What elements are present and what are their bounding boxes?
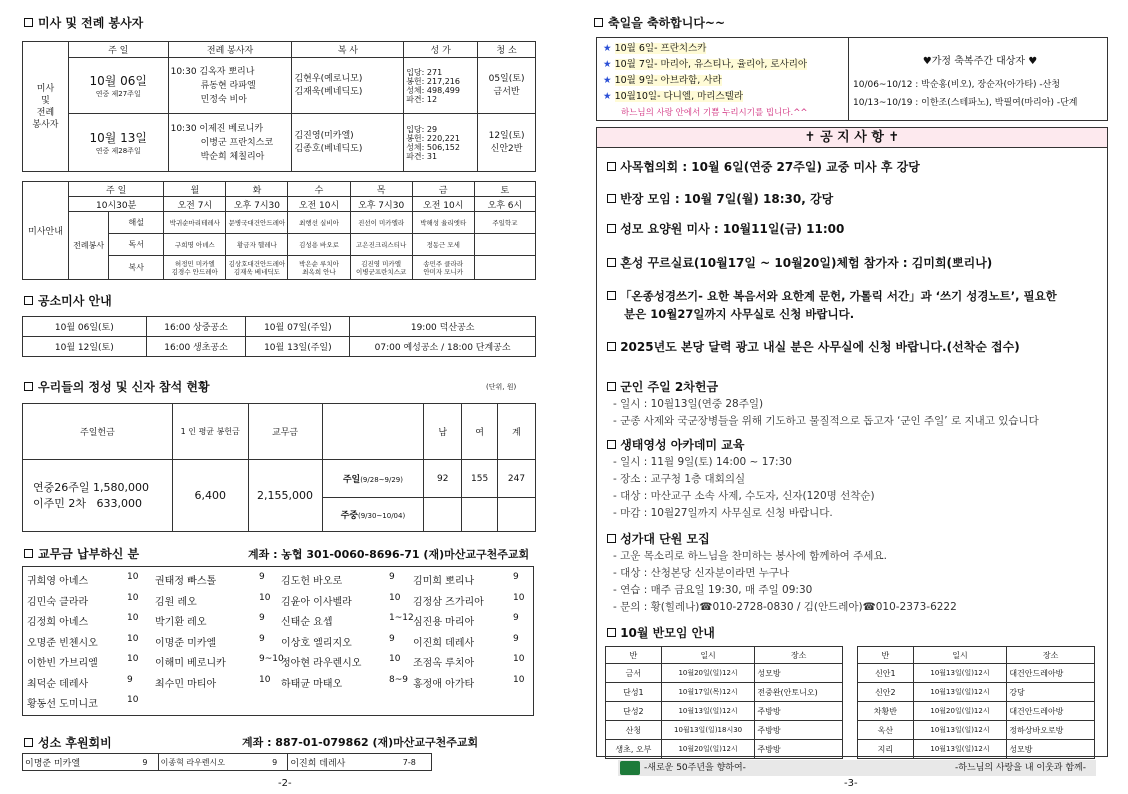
mass-schedule-table: 미사안내 주 일 월 화 수 목 금 토 10시30분 오전 7시 오후 7시30 오전 10시 오후 7시30 오전 10시 오후 6시 전례봉사 해설 박귀순마리테레사 문병국대건안드레아 최행선 실비아 진선이 미카엘라 박해성 율리엣타 주일학교 독서 구희명 아녜스 황금자 헬레나 김성용 바오로 고은진크리스티나 정동근 모세 복사 허정민 미카엘 김경수 안드레아 김상호대건안드레아 김재욱 베네딕도 박은순 루치아 최옥희 안나 김진영 미카엘 이병군프란치스코 송민주 클라라 안미자 모니카: [22, 181, 536, 280]
donor-name: 최덕순 데레사: [27, 678, 89, 690]
ban-cell: 산청: [606, 721, 662, 740]
checkbox-icon: [24, 738, 33, 747]
mass-row: 10월 13일 연중 제28주일 10:30 이제진 베로니카 이병군 프란치스코 박순희 체칠리아 김진영(미카엘) 김종호(베네딕도) 입당: 29 봉헌: 220,221 성체: 506,152 파견: 31 12일(토) 신안2반: [23, 114, 536, 172]
donor-name: 귀희영 아녜스: [27, 576, 89, 587]
notice-item: 성모 요양원 미사 : 10월11일(금) 11:00: [607, 220, 844, 237]
donor-name: 이진희 데레사: [413, 637, 475, 649]
right-page: [592, 0, 1110, 794]
donor-name: 이한빈 가브리엘: [27, 658, 98, 669]
star-icon: ★: [603, 59, 612, 70]
ban-cell: 생초, 오부: [606, 740, 662, 759]
ban-row: [858, 721, 1095, 740]
donor-months: 10: [513, 654, 525, 664]
army-title: 군인 주일 2차헌금: [607, 378, 718, 395]
family-item: 10/13~10/19 : 이한조(스테파노), 박필여(마리아) -단계: [853, 98, 1078, 108]
checkbox-icon: [24, 382, 33, 391]
donor-months: 9: [513, 572, 519, 582]
section-title-seongso: 성소 후원회비: [24, 734, 112, 751]
donor-months: 10: [513, 674, 525, 685]
donor-name: 오명준 빈첸시오: [27, 637, 98, 649]
donor-name: 김미희 뽀리나: [413, 576, 475, 587]
donor-months: 1~12: [389, 613, 414, 623]
ban-row: [858, 740, 1095, 759]
donor-name: 김원 레오: [155, 596, 197, 608]
ban-cell: 옥산: [858, 721, 914, 740]
logo-icon: [620, 761, 640, 775]
ban-row: [606, 721, 843, 740]
seongso-table: 이명준 미카엘 9 이종혁 라우렌시오 9 이진희 데레사 7-8: [22, 753, 432, 771]
feast-item: ★ 10월10일- 다니엘, 마리스텔라: [603, 91, 743, 102]
ban-cell: 주방방: [755, 702, 843, 721]
donor-months: 10: [127, 592, 139, 603]
ban-cell: 대건안드레아방: [1007, 702, 1095, 721]
ban-cell: 대건안드레아방: [1007, 664, 1095, 683]
notice-item: 2025년도 본당 달력 광고 내실 분은 사무실에 신청 바랍니다.(선착순 접수): [607, 338, 1020, 355]
donor-name: 이상호 엘리지오: [281, 637, 352, 649]
head-cell: 전례 봉사자: [168, 42, 292, 58]
donor-months: 10: [127, 695, 139, 705]
notice-item: 「온종성경쓰기- 요한 복음서와 요한계 문헌, 가톨릭 서간」과 ‘쓰기 성경노트’, 필요한: [607, 288, 1057, 304]
donor-name: 김민숙 클라라: [27, 596, 89, 608]
star-icon: ★: [603, 43, 612, 54]
checkbox-icon: [607, 440, 616, 449]
unit-label: (단위, 원): [486, 383, 517, 391]
ban-table-right: 반 일시 장소 신안1 10월13일(일)12시 대건안드레아방 신안2 10월13일(일)12시 강당 차황반 10월20일(일)12시 대건안드레아방 옥산 10월13일(일)12시 정하상바오로방 지리 10월13일(일)12시 성모방: [857, 646, 1095, 759]
donor-name: 하태균 마태오: [281, 678, 343, 690]
ban-cell: 주방방: [755, 740, 843, 759]
donor-months: 9: [513, 633, 519, 644]
family-title: ♥가정 축복주간 대상자 ♥: [922, 56, 1038, 67]
ban-cell: 단성1: [606, 683, 662, 702]
checkbox-icon: [24, 296, 33, 305]
donor-name: 이명준 미카엘: [155, 637, 217, 649]
ban-cell: 강당: [1007, 683, 1095, 702]
ban-cell: 전중완(안토니오): [755, 683, 843, 702]
donor-months: 8~9: [389, 674, 408, 685]
donor-name: 정아현 라우렌시오: [281, 658, 362, 669]
account-info: 계좌 : 887-01-079862 (재)마산교구천주교회: [242, 736, 479, 749]
donor-name: 신태순 요셉: [281, 617, 333, 628]
donor-name: 홍정애 아가타: [413, 678, 475, 690]
ban-cell: 신안2: [858, 683, 914, 702]
left-page: [22, 0, 538, 794]
head-cell: 성 가: [404, 42, 478, 58]
gongso-table: 10월 06일(토) 16:00 상중공소 10월 07일(주일) 19:00 덕산공소 10월 12일(토) 16:00 생초공소 10월 13일(주일) 07:00 예성공소 / 18:00 단계공소: [22, 316, 536, 357]
section-title-mass: 미사 및 전례 봉사자: [24, 14, 143, 31]
feast-message: 하느님의 사랑 안에서 기쁨 누리시기를 빕니다.^^: [621, 108, 808, 118]
donor-months: 9: [259, 572, 265, 582]
ban-cell: 단성2: [606, 702, 662, 721]
ban-table-left: 반 일시 장소 금서 10월20일(일)12시 성모방 단성1 10월17일(목)12시 전중완(안토니오) 단성2 10월13일(일)12시 주방방 산청 10월13일(일)18시30 주방방 생초, 오부 10월20일(일)12시 주방방: [605, 646, 843, 759]
ban-row: [606, 664, 843, 683]
donor-months: 10: [513, 592, 525, 603]
ban-cell: 10월20일(일)12시: [913, 702, 1007, 721]
head-cell: 주 일: [68, 42, 168, 58]
page-number: -2-: [278, 778, 292, 789]
ban-cell: 10월20일(일)12시: [661, 740, 755, 759]
donor-name: 황동선 도미니코: [27, 699, 98, 710]
donor-months: 9: [127, 674, 133, 685]
section-title-contribution: 우리들의 정성 및 신자 참석 현황: [24, 378, 210, 395]
head-cell: 청 소: [478, 42, 536, 58]
ban-cell: 10월13일(일)12시: [913, 721, 1007, 740]
checkbox-icon: [607, 628, 616, 637]
ban-title: 10월 반모임 안내: [607, 624, 715, 641]
donor-name: 이해미 베로니카: [155, 658, 226, 669]
donor-name: 박기환 레오: [155, 617, 207, 628]
donor-months: 10: [127, 572, 139, 582]
ban-row: [606, 702, 843, 721]
checkbox-icon: [607, 224, 616, 233]
ban-cell: 성모방: [755, 664, 843, 683]
ban-row: [606, 683, 843, 702]
donor-name: 심진용 마리아: [413, 617, 475, 628]
donor-months: 9~10: [259, 654, 284, 664]
side-label: 미사안내: [23, 182, 69, 280]
donor-name: 최수민 마티아: [155, 678, 217, 690]
feast-box: [596, 37, 1108, 121]
donor-months: 9: [259, 613, 265, 623]
page-number: -3-: [844, 778, 858, 789]
checkbox-icon: [607, 194, 616, 203]
account-info: 계좌 : 농협 301-0060-8696-71 (재)마산교구천주교회: [248, 548, 530, 561]
checkbox-icon: [607, 162, 616, 171]
ban-cell: 10월20일(일)12시: [661, 664, 755, 683]
contribution-table: 주일헌금 1 인 평균 봉헌금 교무금 남 여 계 연중26주일 1,580,000 이주민 2차 633,000 6,400 2,155,000 주일(9/28~9/29) 92 155 247 주중(9/30~10/04): [22, 403, 536, 532]
donor-months: 9: [259, 633, 265, 644]
donor-name: 김도헌 바오로: [281, 576, 343, 587]
donor-months: 9: [389, 572, 395, 582]
donor-name: 김정희 아녜스: [27, 617, 89, 628]
donor-months: 10: [127, 613, 139, 623]
ban-cell: 정하상바오로방: [1007, 721, 1095, 740]
donor-months: 10: [389, 592, 401, 603]
donor-name: 김정삼 즈가리아: [413, 596, 484, 608]
notice-title: ✝ 공 지 사 항 ✝: [597, 128, 1107, 148]
ban-cell: 신안1: [858, 664, 914, 683]
ban-cell: 10월13일(일)18시30: [661, 721, 755, 740]
ban-cell: 주방방: [755, 721, 843, 740]
checkbox-icon: [594, 18, 603, 27]
ban-cell: 10월13일(일)12시: [661, 702, 755, 721]
checkbox-icon: [607, 291, 616, 300]
head-cell: 복 사: [292, 42, 404, 58]
checkbox-icon: [24, 549, 33, 558]
side-label: 미사 및 전례 봉사자: [23, 42, 69, 172]
checkbox-icon: [607, 258, 616, 267]
footer-bar: -새로운 50주년을 향하여- -하느님의 사랑을 내 이웃과 함께-: [618, 760, 1096, 776]
section-title-donors: 교무금 납부하신 분: [24, 545, 139, 562]
star-icon: ★: [603, 75, 612, 86]
feast-item: ★ 10월 6일- 프란치스카: [603, 43, 707, 54]
donor-list: [22, 566, 534, 716]
mass-server-table: [22, 41, 536, 172]
section-title-feast: 축일을 축하합니다~~: [594, 14, 725, 31]
ban-cell: 10월13일(일)12시: [913, 683, 1007, 702]
mass-row: 10월 06일 연중 제27주일 10:30 김옥자 뽀리나 류동현 라파엘 민정숙 비아 김현우(예로니모) 김재욱(베네딕도) 입당: 271 봉헌: 217,216 성체: 498,499 파견: 12 05일(토) 금서반: [23, 58, 536, 114]
ban-cell: 10월13일(일)12시: [913, 740, 1007, 759]
donor-months: 9: [513, 613, 519, 623]
donor-months: 10: [259, 592, 271, 603]
notice-box: ✝ 공 지 사 항 ✝ 사목협의회 : 10월 6일(연중 27주일) 교중 미사 후 강당 반장 모임 : 10월 7일(월) 18:30, 강당 성모 요양원 미사 : 10월11일(금) 11:00 혼성 꾸르실료(10월17일 ~ 10월20일)체험 참가자 : 김미희(뽀리나) 「온종성경쓰기- 요한 복음서와 요한계 문헌, 가톨릭 서간」과 ‘쓰기 성경노트’, 필요한 분은 10월27일까지 사무실로 신청 바랍니다. 2025년도 본당 달력 광고 내실 분은 사무실에 신청 바랍니다.(선착순 접수) 군인 주일 2차헌금 - 일시 : 10월13일(연중 28주일) - 군종 사제와 국군장병들을 위해 기도하고 물질적으로 돕고자 ‘군인 주일’ 로 지내고 있습니다 생태영성 아카데미 교육 - 일시 : 11월 9일(토) 14:00 ~ 17:30 - 장소 : 교구청 1층 대회의실 - 대상 : 마산교구 소속 사제, 수도자, 신자(120명 선착순) - 마감 : 10월27일까지 사무실로 신청 바랍니다. 성가대 단원 모집 - 고운 목소리로 하느님을 찬미하는 봉사에 함께하여 주세요. - 대상 : 산청본당 신자분이라면 누구나 - 연습 : 매주 금요일 19:30, 매 주일 09:30 - 문의 : 황(힐레나)☎010-2728-0830 / 김(안드레아)☎010-2373-6222 10월 반모임 안내 반 일시 장소 금서 10월20일(일)12시 성모방 단성1 10월17일(목)12시 전중완(안토니오) 단성2 10월13일(일)12시 주방방 산청 10월13일(일)18시30 주방방 생초, 오부 10월20일(일)12시 주방방 반 일시 장소 신안1 10월13일(일)12시 대건안드레아방 신안2 10월13일(일)12시 강당 차황반 10월20일(일)12시 대건안드레아방 옥산 10월13일(일)12시 정하상바오로방 지리 10월13일(일)12시 성모방: [596, 127, 1108, 757]
donor-name: 조점옥 루치아: [413, 658, 475, 669]
family-item: 10/06~10/12 : 박순홍(비오), 장순자(아가타) -산청: [853, 80, 1061, 90]
donor-months: 10: [259, 674, 271, 685]
ban-row: [858, 664, 1095, 683]
ban-cell: 10월13일(일)12시: [913, 664, 1007, 683]
ban-row: [858, 702, 1095, 721]
choir-title: 성가대 단원 모집: [607, 530, 710, 547]
donor-name: 권태정 빠스톨: [155, 576, 217, 587]
donor-months: 10: [127, 654, 139, 664]
notice-item: 사목협의회 : 10월 6일(연중 27주일) 교중 미사 후 강당: [607, 158, 920, 175]
eco-title: 생태영성 아카데미 교육: [607, 436, 744, 453]
ban-row: [858, 683, 1095, 702]
feast-item: ★ 10월 7일- 마리아, 유스티나, 율리아, 로사리아: [603, 59, 808, 70]
checkbox-icon: [24, 18, 33, 27]
ban-cell: 지리: [858, 740, 914, 759]
section-title-gongso: 공소미사 안내: [24, 292, 112, 309]
checkbox-icon: [607, 534, 616, 543]
donor-months: 9: [389, 633, 395, 644]
notice-item: 혼성 꾸르실료(10월17일 ~ 10월20일)체험 참가자 : 김미희(뽀리나): [607, 254, 992, 271]
ban-cell: 금서: [606, 664, 662, 683]
donor-name: 김윤아 이사벨라: [281, 596, 352, 608]
star-icon: ★: [603, 91, 612, 102]
donor-months: 10: [127, 633, 139, 644]
ban-cell: 성모방: [1007, 740, 1095, 759]
ban-cell: 차황반: [858, 702, 914, 721]
feast-item: ★ 10월 9일- 아브라함, 사라: [603, 75, 722, 86]
donor-months: 10: [389, 654, 401, 664]
checkbox-icon: [607, 342, 616, 351]
notice-item: 반장 모임 : 10월 7일(월) 18:30, 강당: [607, 190, 833, 207]
checkbox-icon: [607, 382, 616, 391]
ban-row: [606, 740, 843, 759]
ban-cell: 10월17일(목)12시: [661, 683, 755, 702]
